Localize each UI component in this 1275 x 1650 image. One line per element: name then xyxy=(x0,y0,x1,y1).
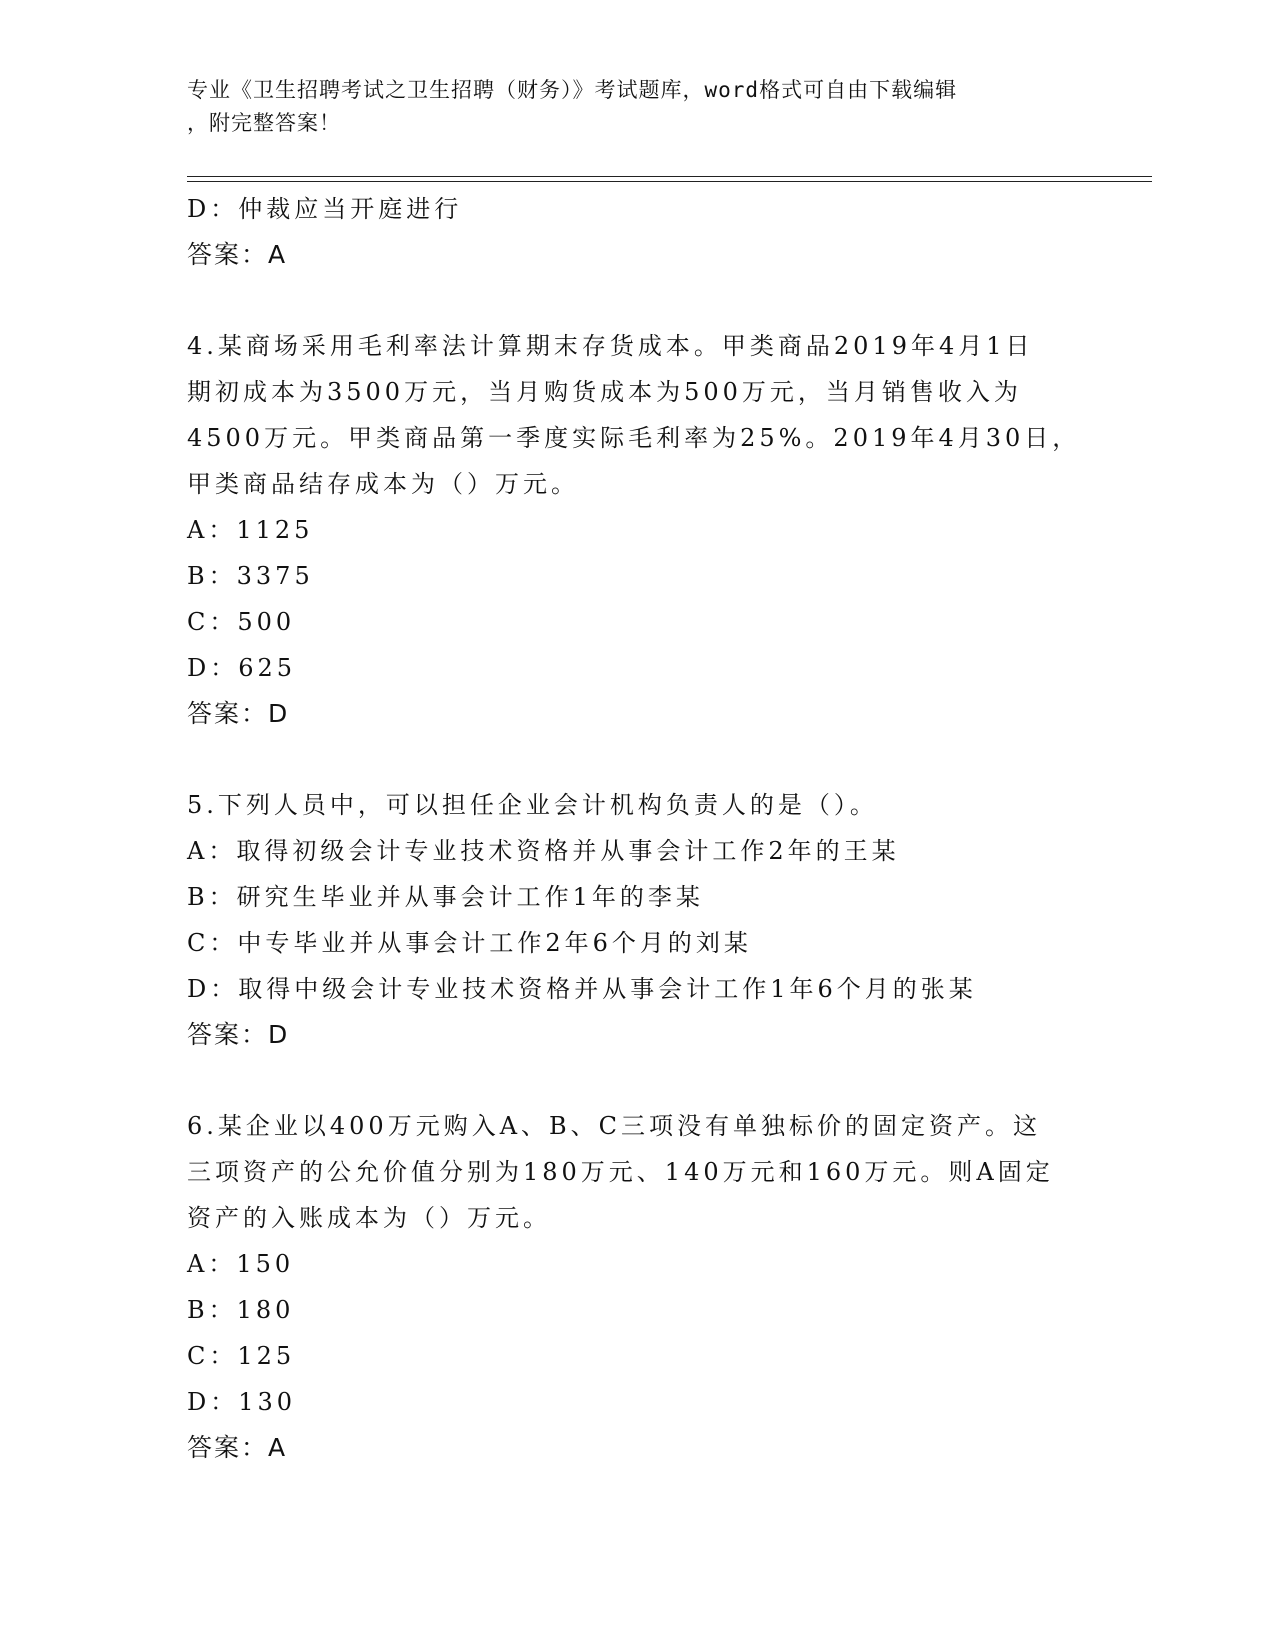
option-b: B：3375 xyxy=(187,562,314,590)
question-text-line: 三项资产的公允价值分别为180万元、140万元和160万元。则A固定 xyxy=(187,1158,1054,1186)
option-c: C：中专毕业并从事会计工作2年6个月的刘某 xyxy=(187,929,752,957)
previous-question-tail xyxy=(187,186,1077,278)
option-a: A：1125 xyxy=(187,516,314,544)
option-d: D：仲裁应当开庭进行 xyxy=(187,195,463,223)
question-text-line: 6.某企业以400万元购入A、B、C三项没有单独标价的固定资产。这 xyxy=(187,1112,1042,1140)
document-header xyxy=(187,74,1067,140)
option-d: D：130 xyxy=(187,1388,297,1416)
question-5 xyxy=(187,782,1077,1058)
question-text-line: 期初成本为3500万元，当月购货成本为500万元，当月销售收入为 xyxy=(187,378,1022,406)
header-line-2: ，附完整答案！ xyxy=(187,111,341,135)
option-c: C：500 xyxy=(187,608,296,636)
option-a: A：取得初级会计专业技术资格并从事会计工作2年的王某 xyxy=(187,837,900,865)
answer-line: 答案：A xyxy=(187,1433,288,1462)
question-text xyxy=(187,1103,1077,1241)
header-rule-top xyxy=(187,176,1152,177)
option-b: B：研究生毕业并从事会计工作1年的李某 xyxy=(187,883,704,911)
header-line-1: 专业《卫生招聘考试之卫生招聘（财务）》考试题库，word格式可自由下载编辑 xyxy=(187,78,958,102)
question-text-line: 甲类商品结存成本为（）万元。 xyxy=(187,470,579,498)
question-text-line: 资产的入账成本为（）万元。 xyxy=(187,1204,551,1232)
answer-line: 答案：D xyxy=(187,699,290,728)
question-text-line: 5.下列人员中，可以担任企业会计机构负责人的是（）。 xyxy=(187,791,878,819)
answer-line: 答案：D xyxy=(187,1020,290,1049)
option-d: D：625 xyxy=(187,654,297,682)
option-b: B：180 xyxy=(187,1296,295,1324)
question-6 xyxy=(187,1103,1077,1471)
question-4 xyxy=(187,323,1081,737)
question-text-line: 4500万元。甲类商品第一季度实际毛利率为25%。2019年4月30日， xyxy=(187,424,1081,452)
answer-line: 答案：A xyxy=(187,240,288,269)
question-text-line: 4.某商场采用毛利率法计算期末存货成本。甲类商品2019年4月1日 xyxy=(187,332,1034,360)
option-c: C：125 xyxy=(187,1342,296,1370)
option-a: A：150 xyxy=(187,1250,295,1278)
question-text xyxy=(187,782,1077,828)
question-list xyxy=(187,186,1081,1471)
option-d: D：取得中级会计专业技术资格并从事会计工作1年6个月的张某 xyxy=(187,975,977,1003)
question-text xyxy=(187,323,1081,507)
header-rule-bottom xyxy=(187,181,1152,182)
